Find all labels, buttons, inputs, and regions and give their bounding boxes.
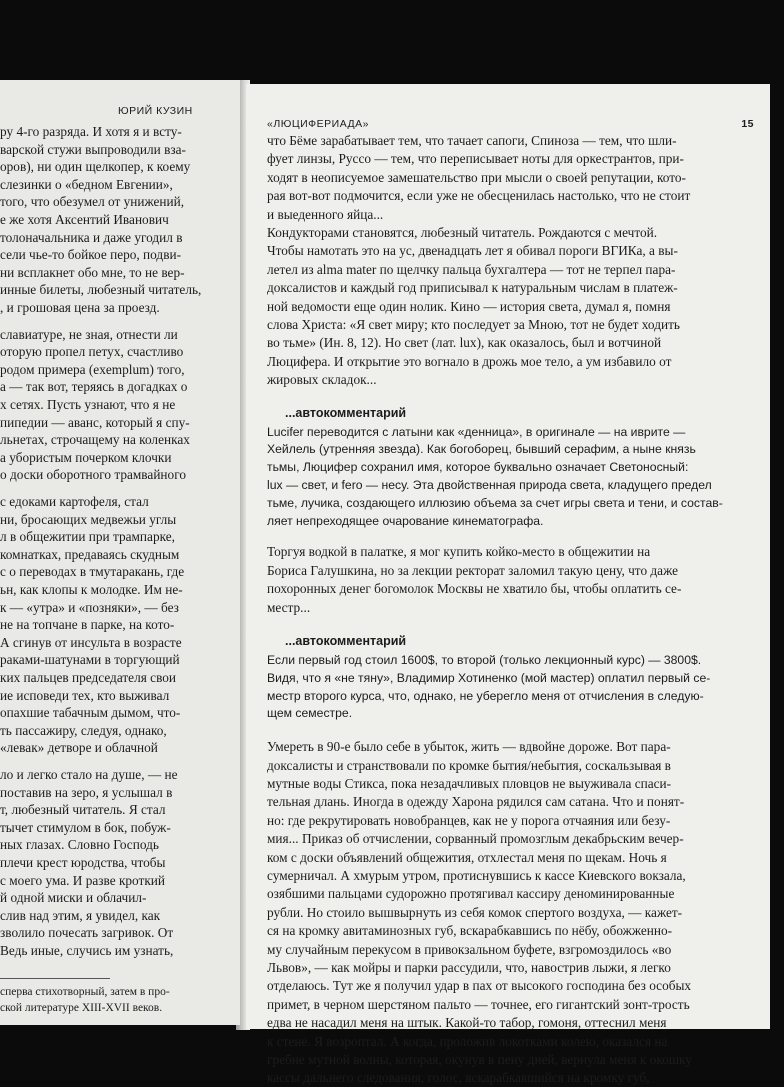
text-line: ных глазах. Словно Господь — [0, 837, 159, 853]
text-line: е же хотя Аксентий Иванович — [0, 212, 169, 227]
text-line: славиатуре, не зная, отнести ли — [0, 326, 178, 342]
comment-heading: ...автокомментарий — [285, 634, 407, 648]
text-line: й одной миски и облачил- — [0, 890, 147, 906]
paragraph-line: ся на кромку авитаминозных губ, вскарабкавшись по нёбу, обожженно- — [267, 923, 673, 939]
paragraph-line: похоронных денег богомолок Москвы не хватило бы, чтобы оплатить се- — [267, 581, 682, 597]
comment-line: щем семестре. — [267, 706, 353, 721]
text-line: с едоками картофеля, стал — [0, 494, 149, 509]
paragraph-line: кассы дальнего следования, голос, вскарабкавшийся на кромку губ, — [267, 1070, 650, 1086]
text-line: слив над этим, я увидел, как — [0, 907, 161, 923]
text-line: ло и легко стало на душе, — не — [0, 767, 178, 782]
paragraph-line: местр... — [267, 599, 311, 615]
text-line: варской стужи выпроводили вза- — [0, 141, 186, 157]
text-line: ни всплакнет обо мне, то не вер- — [0, 264, 185, 280]
paragraph-line: Чтобы намотать это на ус, двенадцать лет я обивал пороги ВГИКа, а вы- — [267, 243, 678, 259]
text-line: тычет стимулом в бок, побуж- — [0, 819, 171, 835]
text-line: , и грошовая цена за проезд. — [0, 300, 160, 315]
paragraph-line: тельная длань. Иногда в одежду Харона рядился сам сатана. Что и понят- — [267, 794, 685, 810]
text-line: поставив на зеро, я услышал в — [0, 784, 173, 800]
text-line: опахшие табачным дымом, что- — [0, 705, 181, 721]
paragraph-line: Львов», — как мойры и парки рассудили, что, навострив лыжи, я легко — [267, 960, 671, 975]
paragraph-line: к стене. Я возроптал. А когда, проложив локотками колею, оказался на — [267, 1033, 668, 1049]
running-head-left: ЮРИЙ КУЗИН — [118, 105, 193, 117]
text-line: о доски оборотного трамвайного — [0, 467, 186, 483]
paragraph-line: ной ведомости еще один нолик. Кино — история света, думал я, помня — [267, 298, 671, 314]
text-line: к — «утра» и «позняки», — без — [0, 599, 179, 615]
text-line: А сгинув от инсульта в возрасте — [0, 634, 182, 650]
paragraph-line: фует линзы, Руссо — тем, что переписывает ноты для оркестрантов, при- — [267, 151, 684, 167]
text-line: ие исповеди тех, кто выживал — [0, 687, 170, 703]
text-line: родом примера (exemplum) того, — [0, 361, 185, 377]
comment-line: Lucifer переводится с латыни как «денница», в оригинале — на иврите — — [267, 424, 686, 439]
paragraph-line: но: где рекрутировать новобранцев, как не у порога отчаяния или безу- — [267, 812, 671, 828]
paragraph-line: ком с доски объявлений общежития, отхлестал меня по щекам. Ночь я — [267, 849, 667, 865]
text-line: ни, бросающих медвежьи углы — [0, 511, 177, 527]
paragraph-line: Люцифера. И открытие это вогнало в дрожь мое тело, а ум избавило от — [267, 353, 672, 369]
paragraph-line: жировых складок... — [267, 372, 377, 388]
footnote-line: сперва стихотворный, затем в про- — [0, 986, 170, 998]
paragraph-line: Кондукторами становятся, любезный читатель. Рождаются с мечтой. — [267, 225, 658, 240]
text-line: зволило почесать загривок. От — [0, 925, 174, 941]
text-line: не на топчане в парке, на кото- — [0, 617, 175, 633]
text-line: а — так вот, теряясь в догадках о — [0, 379, 188, 395]
text-line: Ведь иные, случись им узнать, — [0, 943, 174, 958]
text-line: ьн, как клопы к молодке. Им не- — [0, 582, 183, 597]
paragraph-line: мия... Приказ об отчислении, сорванный промозглым декабрьским вечер- — [267, 831, 684, 847]
paragraph-line: Умереть в 90-е было себе в убыток, жить — вдвойне дороже. Вот пара- — [267, 739, 671, 755]
paragraph-line: и выеденного яйца... — [267, 206, 384, 222]
text-line: т, любезный читатель. Я стал — [0, 802, 166, 818]
paragraph-line: доксалистов и каждый год приписывал к натуральным числам в платеж- — [267, 280, 678, 296]
right-page — [246, 84, 770, 1086]
paragraph-line: примет, в черном шерстяном пальто — точнее, его гигантский зонт-трость — [267, 996, 690, 1012]
paragraph-line: сумерничал. А хмурым утром, протиснувшись к кассе Киевского вокзала, — [267, 868, 686, 883]
text-line: толоначальника и даже угодил в — [0, 229, 183, 245]
paragraph-line: что Бёме зарабатывает тем, что тачает сапоги, Спиноза — тем, что шли- — [267, 133, 677, 148]
paragraph-line: слова Христа: «Я свет миру; кто последует за Мною, тот не будет ходить — [267, 317, 680, 332]
text-line: с моего ума. И разве кроткий — [0, 872, 166, 888]
paragraph-line: рубли. Но стоило вышвырнуть из себя комок спертого воздуха, — кажет- — [267, 904, 683, 920]
text-line: раками-шатунами в торгующий — [0, 652, 180, 668]
comment-line: местр второго курса, что, однако, не уберегло меня от отчисления в следую- — [267, 688, 704, 703]
comment-line: Если первый год стоил 1600$, то второй (только лекционный курс) — 3800$. — [267, 653, 702, 667]
text-line: инные билеты, любезный читатель, — [0, 282, 202, 298]
comment-line: Видя, что я «не тяну», Владимир Хотиненко (мой мастер) оплатил первый се- — [267, 670, 711, 685]
paragraph-line: гребне мутной волны, которая, окунув в пену дней, вернула меня к окошку — [267, 1052, 692, 1067]
text-line: с о переводах в тмутаракань, где — [0, 564, 185, 580]
text-line: плечи крест юродства, чтобы — [0, 855, 166, 870]
text-line: льнетах, строчащему на коленках — [0, 432, 190, 448]
text-line: слезинки о «бедном Евгении», — [0, 176, 173, 192]
text-line: ть пассажиру, следуя, однако, — [0, 722, 167, 738]
text-line: а убористым почерком клочки — [0, 449, 172, 465]
paragraph-line: озябшими пальцами судорожно протягивал кассиру деноминированные — [267, 886, 675, 902]
comment-line: тьмы, Люцифер сохранил имя, которое буквально означает Светоносный: — [267, 460, 689, 475]
text-line: пипедии — аванс, который я спу- — [0, 414, 190, 430]
paragraph-line: летел из alma mater по щелчку пальца бухгалтера — тот не терпел пара- — [267, 261, 676, 277]
text-line: «левак» детворе и облачной — [0, 740, 158, 756]
text-line: оторую пропел петух, счастливо — [0, 344, 184, 360]
footnote-line: ской литературе XIII-XVII веков. — [0, 1002, 163, 1014]
paragraph-line: отделаюсь. Тут же я получил удар в пах от высокого господина без особых — [267, 978, 692, 994]
paragraph-line: во тьме» (Ин. 8, 12). Но свет (лат. lux), как оказалось, был и вотчиной — [267, 335, 662, 351]
paragraph-line: едва не насадил меня на штык. Какой-то табор, гомоня, оттеснил меня — [267, 1015, 667, 1031]
text-line: того, что обезумел от унижений, — [0, 194, 185, 210]
comment-line: Хейлель (утренняя звезда). Как богоборец, бывший серафим, а ныне князь — [267, 442, 696, 457]
running-head-right: «ЛЮЦИФЕРИАДА» — [267, 118, 369, 130]
paragraph-line: Торгуя водкой в палатке, я мог купить койко-место в общежитии на — [267, 544, 651, 560]
text-line: комнатках, предаваясь скудным — [0, 546, 180, 562]
comment-line: ляет непреходящее очарование кинематографа. — [267, 513, 544, 528]
paragraph-line: му случайным перекусом в привокзальном буфете, взгромоздилось «во — [267, 941, 672, 957]
paragraph-line: ходят в неописуемое замешательство при мысли о своей репутации, кото- — [267, 169, 686, 185]
text-line: ких пальцев председателя свои — [0, 670, 177, 685]
comment-line: тьме, лучика, создающего иллюзию объема за счет игры света и тени, и состав- — [267, 495, 723, 510]
text-line: сели чье-то бойкое перо, подви- — [0, 247, 182, 263]
text-line: ру 4-го разряда. И хотя я и всту- — [0, 124, 182, 139]
text-line: оров), ни один щелкопер, к коему — [0, 159, 191, 175]
comment-line: lux — свет, и fero — несу. Эта двойственная природа света, кладущего предел — [267, 478, 712, 492]
text-line: х сетях. Пусть узнают, что я не — [0, 397, 176, 412]
left-page — [0, 80, 240, 1025]
page-number: 15 — [741, 118, 754, 130]
footnote-rule — [0, 978, 110, 979]
paragraph-line: рая вот-вот подмочится, если уже не обесценилась настолько, что не стоит — [267, 188, 691, 204]
paragraph-line: мутные воды Стикса, пока незадачливых пловцов не выуживала спаси- — [267, 776, 672, 791]
comment-heading: ...автокомментарий — [285, 405, 407, 420]
paragraph-line: Бориса Галушкина, но за лекции ректорат заломил такую цену, что даже — [267, 562, 678, 578]
text-line: л в общежитии при трампарке, — [0, 529, 175, 545]
paragraph-line: доксалисты и странствовали по кромке бытия/небытия, соскальзывая в — [267, 757, 671, 773]
